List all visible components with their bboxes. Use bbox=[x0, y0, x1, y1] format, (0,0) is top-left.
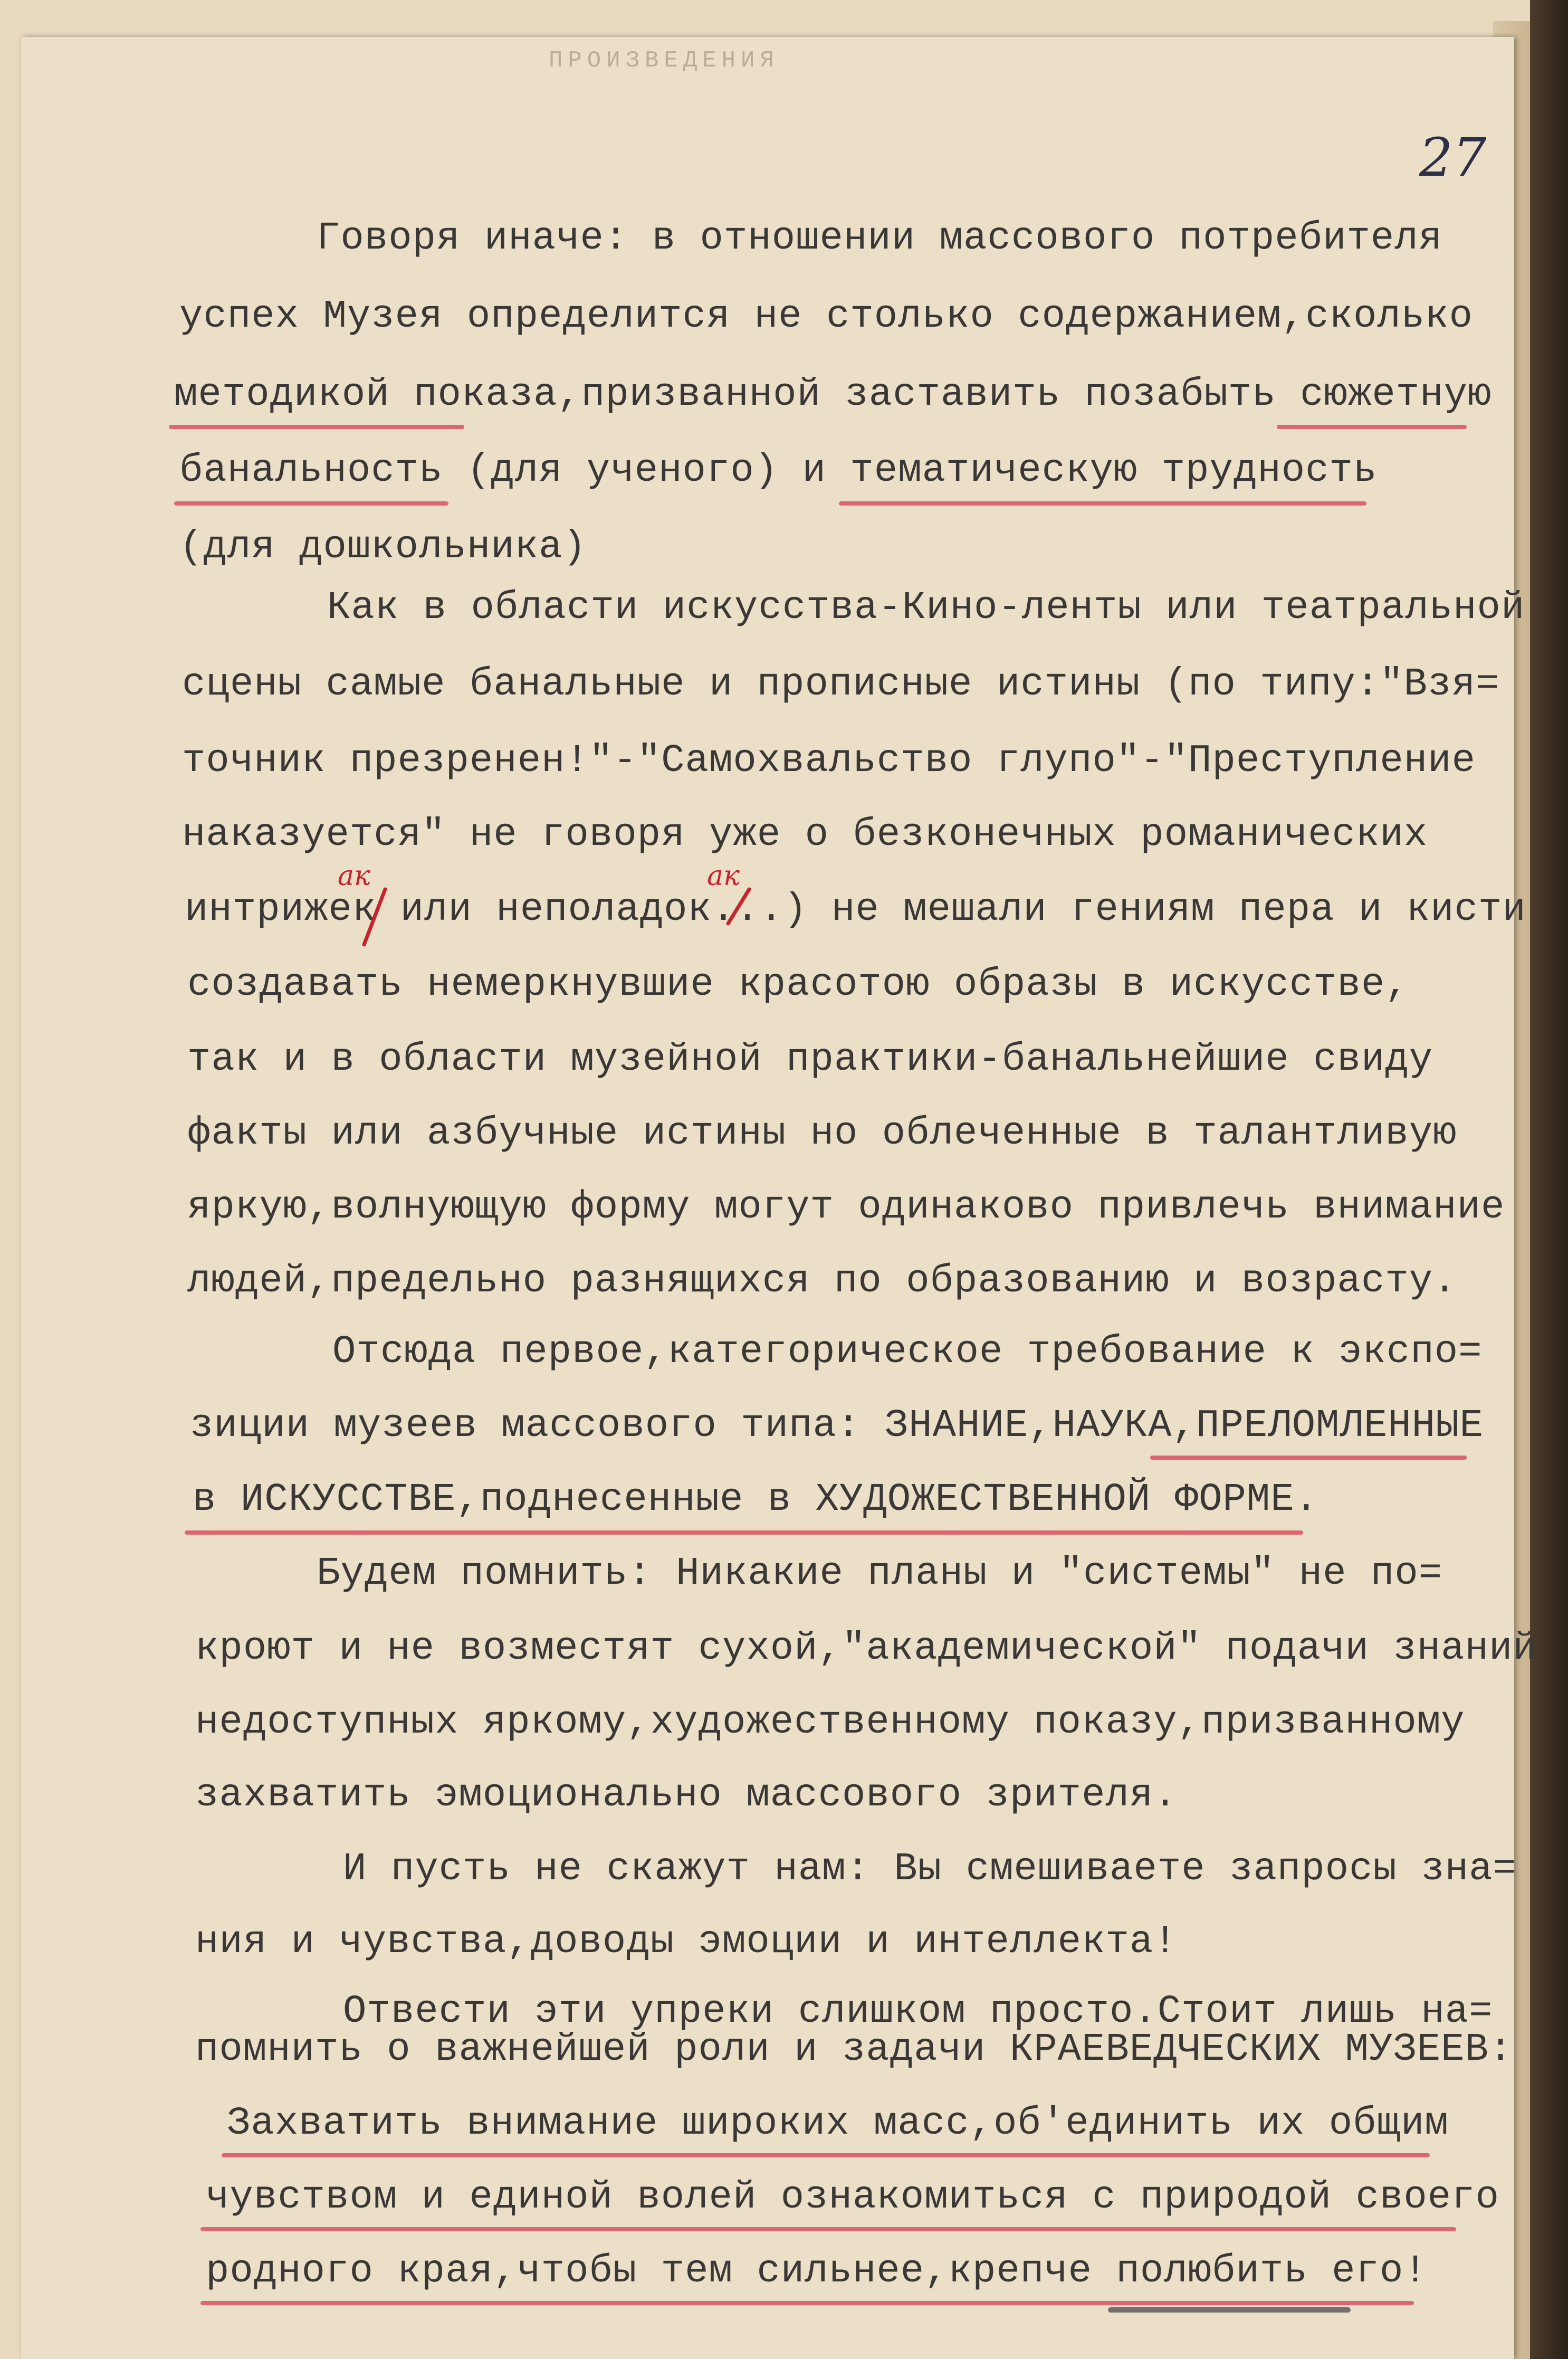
handwritten-edit: ак bbox=[707, 860, 740, 892]
text-line: захватить эмоционально массового зрителя. bbox=[195, 1773, 1178, 1818]
text-line: недоступных яркому,художественному показу,призванному bbox=[195, 1700, 1465, 1745]
text-line: так и в области музейной практики-банальнейшие свиду bbox=[187, 1038, 1433, 1082]
text-line: И пусть не скажут нам: Вы смешиваете запросы зна= bbox=[343, 1847, 1517, 1891]
red-underline bbox=[169, 425, 464, 429]
text-line: ния и чувства,доводы эмоции и интеллекта! bbox=[195, 1920, 1178, 1964]
edit-slash-mark bbox=[723, 887, 754, 929]
page-number: 27 bbox=[1419, 127, 1487, 188]
text-line: Отвести эти упреки слишком просто.Стоит лишь на= bbox=[343, 1990, 1493, 2034]
text-line: людей,предельно разнящихся по образованию и возрасту. bbox=[187, 1259, 1457, 1304]
text-line: в ИСКУССТВЕ,поднесенные в ХУДОЖЕСТВЕННОЙ ФОРМЕ. bbox=[193, 1478, 1319, 1522]
text-line: чувством и единой волей ознакомиться с природой своего bbox=[206, 2175, 1499, 2220]
red-underline bbox=[1150, 1456, 1467, 1460]
text-line: методикой показа,призванной заставить позабыть сюжетную bbox=[174, 373, 1492, 417]
edit-slash-mark bbox=[359, 887, 390, 950]
binding-shadow bbox=[1530, 0, 1568, 2359]
text-line: Отсюда первое,категорическое требование к экспо= bbox=[332, 1330, 1483, 1374]
text-line: Говоря иначе: в отношении массового потребителя bbox=[317, 216, 1443, 261]
text-line: Захватить внимание широких масс,об'единить их общим bbox=[227, 2101, 1449, 2146]
text-line: факты или азбучные истины но облеченные в талантливую bbox=[187, 1111, 1457, 1156]
text-line: яркую,волнующую форму могут одинаково привлечь внимание bbox=[187, 1185, 1505, 1230]
text-line: Как в области искусства-Кино-ленты или театральной bbox=[327, 586, 1525, 630]
text-line: зиции музеев массового типа: ЗНАНИЕ,НАУКА,ПРЕЛОМЛЕННЫЕ bbox=[190, 1404, 1484, 1448]
text-line: успех Музея определится не столько содержанием,сколько bbox=[179, 294, 1473, 339]
text-line: сцены самые банальные и прописные истины (по типу:"Взя= bbox=[182, 662, 1500, 707]
text-line: создавать немеркнувшие красотою образы в искусстве, bbox=[187, 963, 1409, 1007]
text-line: помнить о важнейшей роли и задачи КРАЕВЕДЧЕСКИХ МУЗЕЕВ: bbox=[195, 2028, 1513, 2072]
document-page bbox=[21, 37, 1537, 2359]
red-underline bbox=[185, 1530, 1303, 1535]
text-line: родного края,чтобы тем сильнее,крепче полюбить его! bbox=[206, 2249, 1428, 2294]
text-line: точник презренен!"-"Самохвальство глупо"-"Преступление bbox=[182, 739, 1476, 783]
red-underline bbox=[222, 2153, 1430, 2157]
red-underline bbox=[174, 501, 448, 506]
red-underline bbox=[839, 501, 1366, 506]
text-line: кроют и не возместят сухой,"академической" подачи знаний bbox=[195, 1626, 1537, 1671]
text-line: наказуется" не говоря уже о безконечных романических bbox=[182, 813, 1428, 857]
pencil-mark bbox=[1108, 2307, 1351, 2313]
text-line: (для дошкольника) bbox=[179, 525, 587, 569]
faded-header: ПРОИЗВЕДЕНИЯ bbox=[549, 47, 779, 74]
red-underline bbox=[1277, 425, 1467, 429]
text-line: интрижек или неполадок...) не мешали гениям пера и кисти bbox=[185, 888, 1526, 932]
red-underline bbox=[200, 2301, 1414, 2305]
red-underline bbox=[200, 2227, 1456, 2231]
handwritten-edit: ак bbox=[338, 860, 371, 892]
text-line: Будем помнить: Никакие планы и "системы" не по= bbox=[317, 1552, 1443, 1596]
text-line: банальность (для ученого) и тематическую трудность bbox=[179, 449, 1378, 493]
